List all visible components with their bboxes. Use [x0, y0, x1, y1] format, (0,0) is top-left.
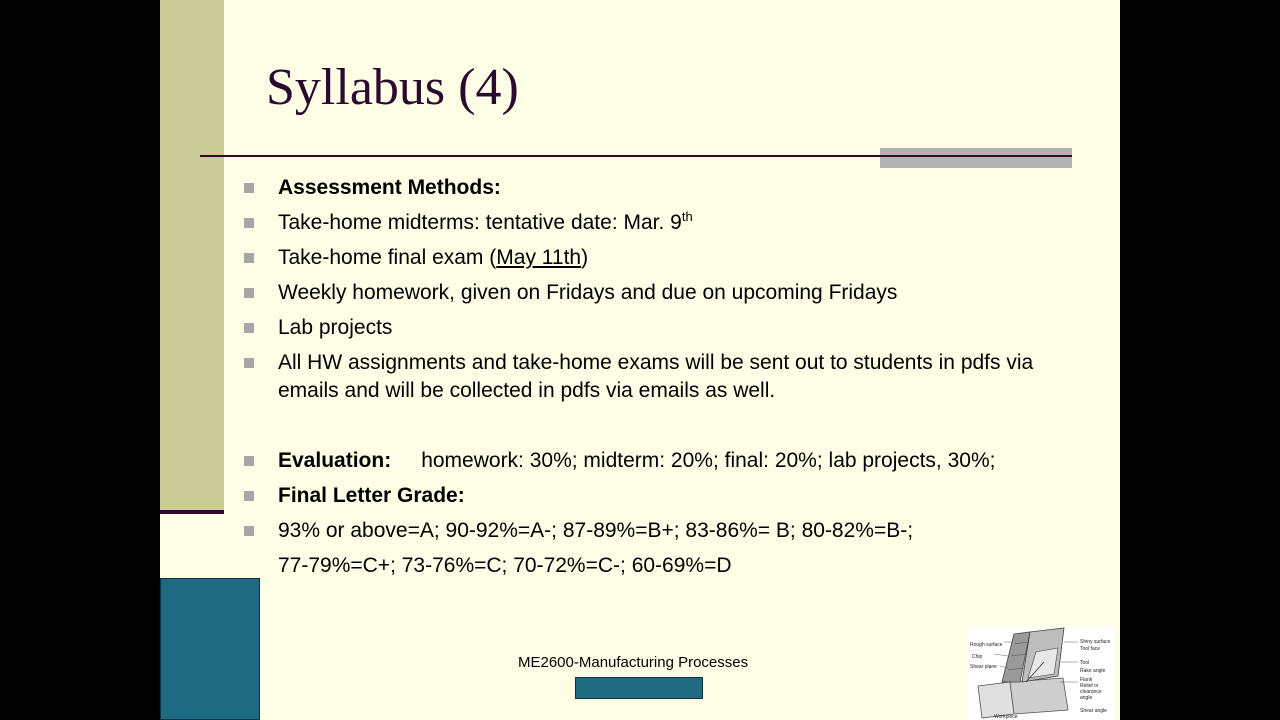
cutting-diagram-svg: [968, 626, 1114, 720]
final-exam-text: Take-home final exam (: [278, 246, 497, 269]
square-bullet-icon: [244, 183, 254, 193]
label-tool: Tool: [1080, 660, 1090, 666]
bullet-item: [240, 314, 1060, 342]
grades-line-1: 93% or above=A; 90-92%=A-; 87-89%=B+; 83-86%= B; 80-82%=B-;: [278, 519, 914, 542]
teal-decor-block: [160, 578, 260, 720]
bullet-item: [240, 209, 1060, 237]
label-shiny: Shiny surface: [1080, 639, 1111, 645]
slide: [160, 0, 1120, 720]
cutting-tool-diagram: [968, 626, 1114, 720]
label-relief-2: clearance: [1080, 689, 1102, 695]
bullet-item: [240, 244, 1060, 272]
bullet-item: [240, 447, 1060, 475]
slide-title: Syllabus (4): [266, 59, 519, 116]
square-bullet-icon: [244, 288, 254, 298]
homework-text: Weekly homework, given on Fridays and due on upcoming Fridays: [278, 281, 898, 304]
label-flank: Flank: [1080, 677, 1093, 683]
footer-decor-box: [575, 677, 703, 699]
bullet-item: [240, 482, 1060, 510]
bullet-item: [240, 279, 1060, 307]
square-bullet-icon: [244, 323, 254, 333]
letter-grade-heading: Final Letter Grade:: [278, 484, 465, 507]
square-bullet-icon: [244, 491, 254, 501]
evaluation-text: homework: 30%; midterm: 20%; final: 20%; lab projects, 30%;: [421, 449, 996, 472]
label-chip: Chip: [972, 654, 983, 660]
left-decor-bar: [160, 0, 224, 510]
square-bullet-icon: [244, 253, 254, 263]
midterm-text: Take-home midterms: tentative date: Mar. 9: [278, 211, 682, 234]
square-bullet-icon: [244, 218, 254, 228]
final-exam-close: ): [581, 246, 589, 269]
left-decor-line: [160, 510, 224, 514]
bullet-item: [240, 174, 1060, 202]
label-workpiece: Workpiece: [994, 714, 1018, 720]
evaluation-label: Evaluation:: [278, 449, 392, 472]
assessment-heading: Assessment Methods:: [278, 176, 501, 199]
label-tool-face: Tool face: [1080, 646, 1101, 652]
all-hw-text: All HW assignments and take-home exams will be sent out to students in pdfs via emails and will be collected in pdfs via emails as well.: [278, 351, 1034, 402]
label-relief-3: angle: [1080, 695, 1093, 701]
square-bullet-icon: [244, 358, 254, 368]
midterm-sup: th: [681, 209, 693, 224]
bullet-item: [240, 517, 1060, 580]
label-rough: Rough surface: [970, 642, 1003, 648]
bullet-item: [240, 349, 1060, 405]
title-accent-bar: [880, 148, 1072, 168]
title-rule: [200, 155, 1072, 157]
label-rake: Rake angle: [1080, 668, 1106, 674]
label-relief-1: Relief or: [1080, 683, 1099, 689]
grades-line-2: 77-79%=C+; 73-76%=C; 70-72%=C-; 60-69%=D: [278, 554, 732, 577]
bullet-list: [240, 174, 1060, 580]
square-bullet-icon: [244, 526, 254, 536]
lab-projects-text: Lab projects: [278, 316, 393, 339]
label-shear-plane: Shear plane: [970, 664, 997, 670]
label-shear-angle: Shear angle: [1080, 708, 1107, 714]
square-bullet-icon: [244, 456, 254, 466]
footer-course-name: ME2600-Manufacturing Processes: [518, 654, 749, 671]
final-exam-date: May 11th: [496, 246, 582, 269]
